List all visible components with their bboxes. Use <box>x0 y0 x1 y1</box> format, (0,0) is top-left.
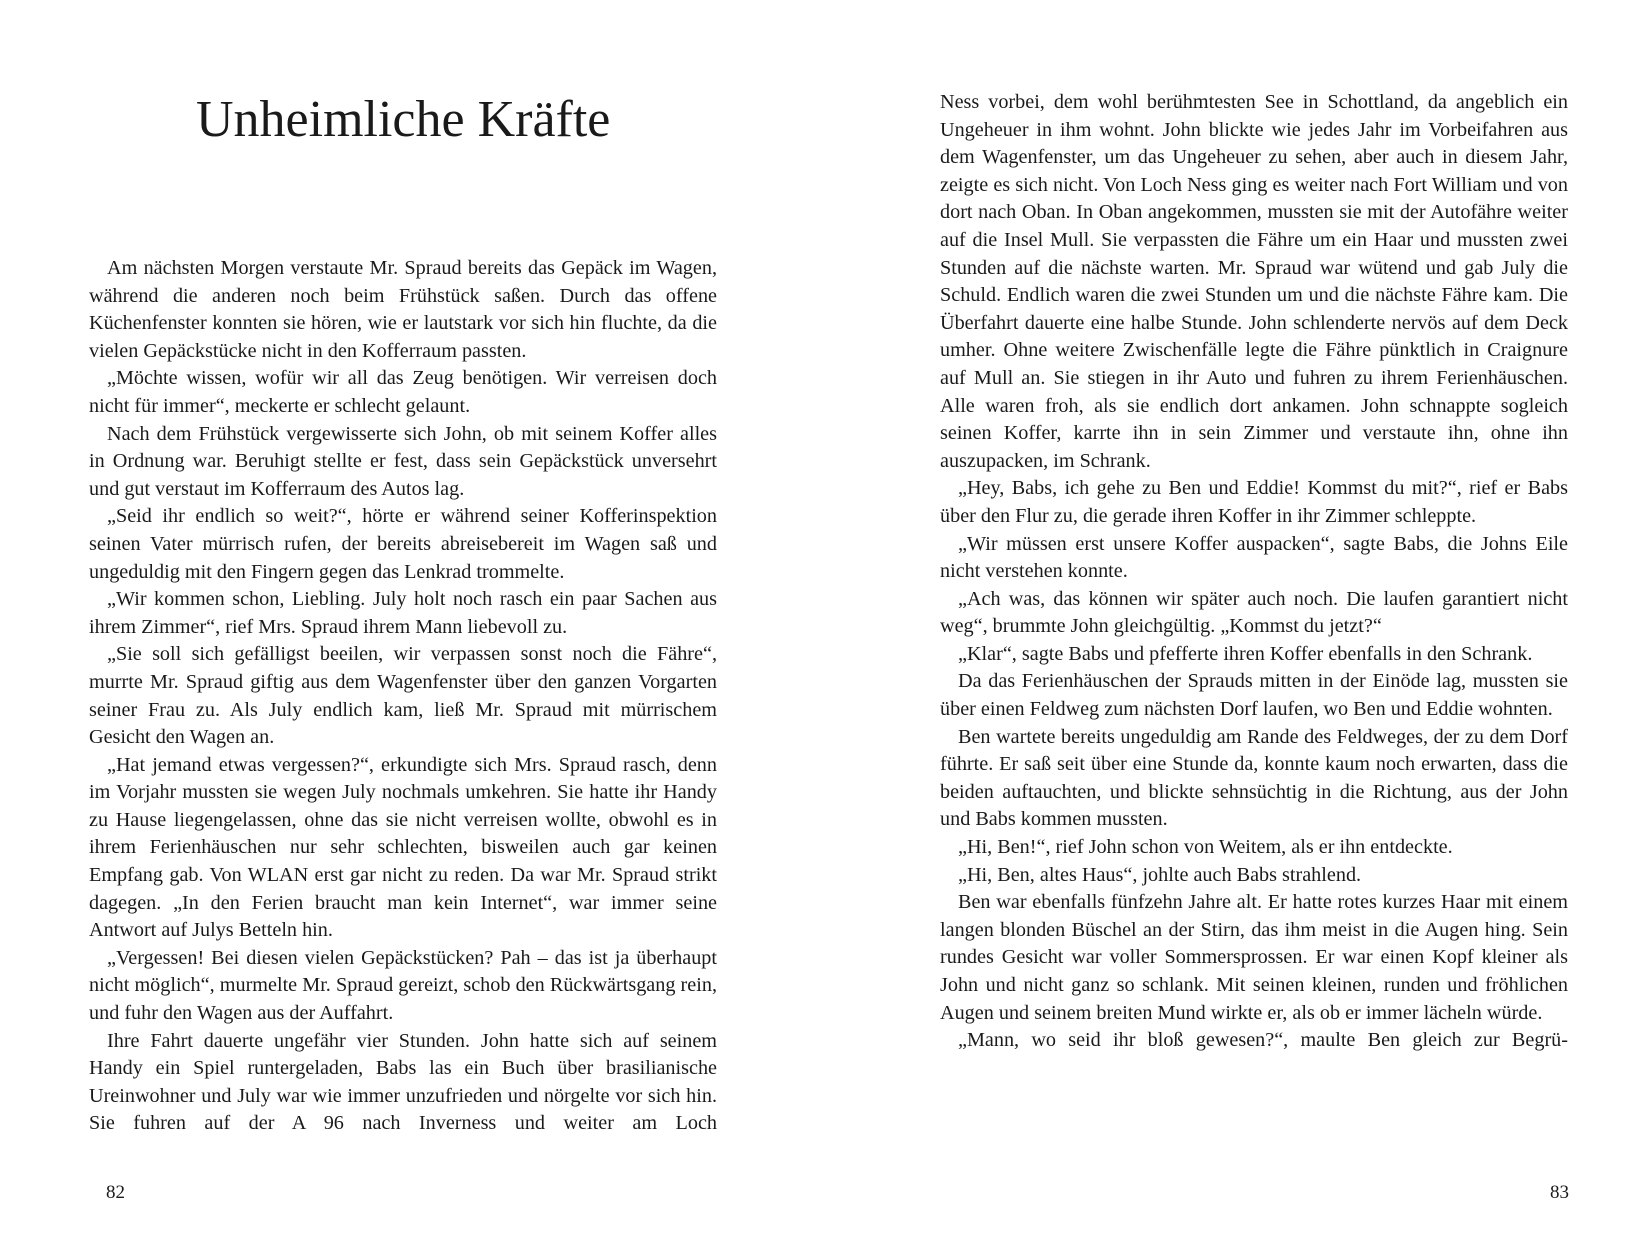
left-page-body <box>89 255 717 1138</box>
chapter-title: Unheimliche Kräfte <box>196 91 611 148</box>
paragraph: Nach dem Frühstück vergewisserte sich John, ob mit seinem Koffer alles in Ordnung war. Beruhigt stellte er fest, dass sein Gepäckstück unversehrt und gut verstaut im Kofferraum des Autos lag. <box>89 422 717 500</box>
paragraph: „Möchte wissen, wofür wir all das Zeug benötigen. Wir verreisen doch nicht für immer“, meckerte er schlecht gelaunt. <box>89 367 717 417</box>
paragraph: „Ach was, das können wir später auch noch. Die laufen garantiert nicht weg“, brummte John gleichgültig. „Kommst du jetzt?“ <box>940 587 1568 638</box>
right-page-body <box>940 89 1568 1055</box>
paragraph: „Wir müssen erst unsere Koffer auspacken“, sagte Babs, die Johns Eile nicht verstehen konnte. <box>940 532 1568 583</box>
page-number: 83 <box>1550 1182 1569 1203</box>
paragraph: „Mann, wo seid ihr bloß gewesen?“, maulte Ben gleich zur Begrü- <box>958 1029 1568 1052</box>
right-page <box>825 0 1650 1240</box>
paragraph: „Klar“, sagte Babs und pfefferte ihren Koffer ebenfalls in den Schrank. <box>958 642 1533 665</box>
paragraph: „Seid ihr endlich so weit?“, hörte er während seiner Kofferinspektion seinen Vater mürrisch rufen, der bereits abreisebereit im Wagen saß und ungeduldig mit den Fingern gegen das Lenkrad trommelte. <box>89 505 717 583</box>
paragraph: „Hat jemand etwas vergessen?“, erkundigte sich Mrs. Spraud rasch, denn im Vorjahr mussten sie wegen July nochmals umkehren. Sie hatte ihr Handy zu Hause liegengelassen, ohne das sie nicht verreisen wollte, obwohl es in ihrem Ferienhäuschen nur sehr schlechten, bisweilen auch gar keinen Empfang gab. Von WLAN erst gar nicht zu reden. Da war Mr. Spraud strikt dagegen. „In den Ferien braucht man kein Internet“, war immer seine Antwort auf Julys Betteln hin. <box>89 753 717 942</box>
paragraph: Ben wartete bereits ungeduldig am Rande des Feldweges, der zu dem Dorf führte. Er saß seit über eine Stunde da, konnte kaum noch erwarten, dass die beiden auftauchten, und blickte sehnsüchtig in die Richtung, aus der John und Babs kommen mussten. <box>940 725 1568 831</box>
paragraph: Ihre Fahrt dauerte ungefähr vier Stunden. John hatte sich auf seinem Handy ein Spiel runtergeladen, Babs las ein Buch über brasilianische Ureinwohner und July war wie immer unzufrieden und nörgelte vor sich hin. Sie fuhren auf der A 96 nach Inverness und weiter am Loch <box>89 1029 717 1135</box>
paragraph: Ben war ebenfalls fünfzehn Jahre alt. Er hatte rotes kurzes Haar mit einem langen blonden Büschel an der Stirn, das ihm meist in die Augen hing. Sein rundes Gesicht war voller Sommersprossen. Er war einen Kopf kleiner als John und nicht ganz so schlank. Mit seinen kleinen, runden und fröhlichen Augen und seinem breiten Mund wirkte er, als ob er immer lächeln würde. <box>940 891 1568 1024</box>
paragraph: „Wir kommen schon, Liebling. July holt noch rasch ein paar Sachen aus ihrem Zimmer“, rief Mrs. Spraud ihrem Mann liebevoll zu. <box>89 588 717 638</box>
paragraph: Ness vorbei, dem wohl berühmtesten See in Schottland, da angeblich ein Ungeheuer in ihm wohnt. John blickte wie jedes Jahr im Vorbeifahren aus dem Wagenfenster, um das Ungeheuer zu sehen, aber auch in diesem Jahr, zeigte es sich nicht. Von Loch Ness ging es weiter nach Fort William und von dort nach Oban. In Oban angekommen, mussten sie mit der Autofähre weiter auf die Insel Mull. Sie verpassten die Fähre um ein Haar und mussten zwei Stunden auf die nächste warten. Mr. Spraud war wütend und gab July die Schuld. Endlich waren die zwei Stunden um und die nächste Fähre kam. Die Überfahrt dauerte eine halbe Stunde. John schlenderte nervös auf dem Deck umher. Ohne weitere Zwischenfälle legte die Fähre pünktlich in Craignure auf Mull an. Sie stiegen in ihr Auto und fuhren zu ihrem Ferienhäuschen. Alle waren froh, als sie endlich dort ankamen. John schnappte sogleich seinen Koffer, karrte ihn in sein Zimmer und verstaute ihn, ohne ihn auszupacken, im Schrank. <box>940 91 1568 472</box>
page-number: 82 <box>106 1182 125 1203</box>
paragraph: „Hey, Babs, ich gehe zu Ben und Eddie! Kommst du mit?“, rief er Babs über den Flur zu, die gerade ihren Koffer in ihr Zimmer schleppte. <box>940 477 1568 527</box>
paragraph: „Hi, Ben!“, rief John schon von Weitem, als er ihn entdeckte. <box>958 836 1453 859</box>
paragraph: Da das Ferienhäuschen der Sprauds mitten in der Einöde lag, mussten sie über einen Feldweg zum nächsten Dorf laufen, wo Ben und Eddie wohnten. <box>940 670 1568 721</box>
paragraph: Am nächsten Morgen verstaute Mr. Spraud bereits das Gepäck im Wagen, während die anderen noch beim Frühstück saßen. Durch das offene Küchenfenster konnten sie hören, wie er lautstark vor sich hin fluchte, da die vielen Gepäckstücke nicht in den Kofferraum passten. <box>89 257 717 362</box>
paragraph: „Sie soll sich gefälligst beeilen, wir verpassen sonst noch die Fähre“, murrte Mr. Spraud giftig aus dem Wagenfenster über den ganzen Vorgarten seiner Frau zu. Als July endlich kam, ließ Mr. Spraud mit mürrischem Gesicht den Wagen an. <box>89 643 717 749</box>
paragraph: „Hi, Ben, altes Haus“, johlte auch Babs strahlend. <box>958 863 1362 886</box>
paragraph: „Vergessen! Bei diesen vielen Gepäckstücken? Pah – das ist ja überhaupt nicht möglich“, murmelte Mr. Spraud gereizt, schob den Rückwärtsgang rein, und fuhr den Wagen aus der Auffahrt. <box>89 946 717 1025</box>
